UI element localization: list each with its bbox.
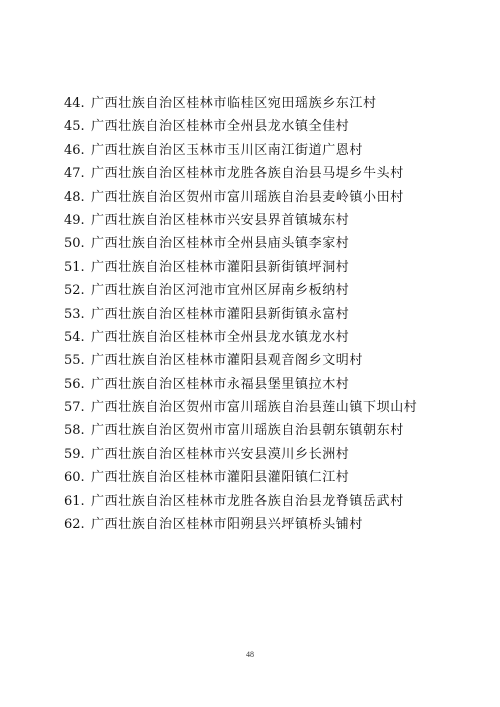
list-item bbox=[64, 139, 474, 162]
list-item bbox=[64, 115, 474, 138]
item-number: 52. bbox=[64, 283, 85, 299]
item-number: 54. bbox=[64, 329, 85, 345]
item-text: 广西壮族自治区桂林市灌阳县新街镇坪洞村 bbox=[91, 259, 350, 275]
list-item bbox=[64, 92, 474, 115]
item-text: 广西壮族自治区桂林市全州县庙头镇李家村 bbox=[91, 236, 350, 252]
item-text: 广西壮族自治区桂林市临桂区宛田瑶族乡东江村 bbox=[91, 96, 377, 111]
item-text: 广西壮族自治区贺州市富川瑶族自治县麦岭镇小田村 bbox=[91, 189, 404, 205]
item-number: 44. bbox=[64, 96, 85, 111]
item-text: 广西壮族自治区贺州市富川瑶族自治县莲山镇下坝山村 bbox=[91, 400, 418, 416]
list-item bbox=[64, 443, 474, 466]
item-number: 49. bbox=[64, 212, 85, 228]
item-text: 广西壮族自治区桂林市阳朔县兴坪镇桥头铺村 bbox=[91, 517, 364, 533]
item-text: 广西壮族自治区桂林市灌阳县灌阳镇仁江村 bbox=[91, 470, 350, 486]
list-item bbox=[64, 466, 474, 489]
list-item bbox=[64, 209, 474, 232]
page-number: 48 bbox=[246, 650, 254, 659]
list-item bbox=[64, 279, 474, 302]
list-item bbox=[64, 303, 474, 326]
item-number: 59. bbox=[64, 446, 85, 462]
item-number: 45. bbox=[64, 119, 85, 135]
list-item bbox=[64, 490, 474, 513]
item-number: 58. bbox=[64, 423, 85, 439]
list-item bbox=[64, 186, 474, 209]
list-item bbox=[64, 232, 474, 255]
item-number: 51. bbox=[64, 259, 85, 275]
item-number: 56. bbox=[64, 376, 85, 392]
item-number: 61. bbox=[64, 493, 85, 509]
item-text: 广西壮族自治区桂林市兴安县漠川乡长洲村 bbox=[91, 446, 350, 462]
item-number: 53. bbox=[64, 306, 85, 322]
item-text: 广西壮族自治区桂林市灌阳县新街镇永富村 bbox=[91, 306, 350, 322]
list-item bbox=[64, 373, 474, 396]
item-text: 广西壮族自治区桂林市永福县堡里镇拉木村 bbox=[91, 376, 350, 392]
item-text: 广西壮族自治区桂林市龙胜各族自治县龙脊镇岳武村 bbox=[91, 493, 404, 509]
item-number: 50. bbox=[64, 236, 85, 252]
item-text: 广西壮族自治区桂林市兴安县界首镇城东村 bbox=[91, 212, 350, 228]
item-number: 60. bbox=[64, 470, 85, 486]
list-item bbox=[64, 396, 474, 419]
list-item bbox=[64, 349, 474, 372]
item-number: 57. bbox=[64, 400, 85, 416]
item-number: 47. bbox=[64, 166, 85, 182]
list-item bbox=[64, 256, 474, 279]
item-text: 广西壮族自治区贺州市富川瑶族自治县朝东镇朝东村 bbox=[91, 423, 404, 439]
item-number: 48. bbox=[64, 189, 85, 205]
item-number: 62. bbox=[64, 517, 85, 533]
village-list bbox=[64, 92, 474, 536]
item-text: 广西壮族自治区桂林市灌阳县观音阁乡文明村 bbox=[91, 353, 364, 369]
list-item bbox=[64, 162, 474, 185]
list-item bbox=[64, 513, 474, 536]
list-item bbox=[64, 419, 474, 442]
item-number: 55. bbox=[64, 353, 85, 369]
item-text: 广西壮族自治区河池市宜州区屏南乡板纳村 bbox=[91, 283, 350, 299]
item-text: 广西壮族自治区桂林市全州县龙水镇全佳村 bbox=[91, 119, 350, 135]
list-item bbox=[64, 326, 474, 349]
item-text: 广西壮族自治区桂林市全州县龙水镇龙水村 bbox=[91, 329, 350, 345]
item-text: 广西壮族自治区玉林市玉川区南江街道广恩村 bbox=[91, 142, 364, 158]
item-text: 广西壮族自治区桂林市龙胜各族自治县马堤乡牛头村 bbox=[91, 166, 404, 182]
item-number: 46. bbox=[64, 142, 85, 158]
